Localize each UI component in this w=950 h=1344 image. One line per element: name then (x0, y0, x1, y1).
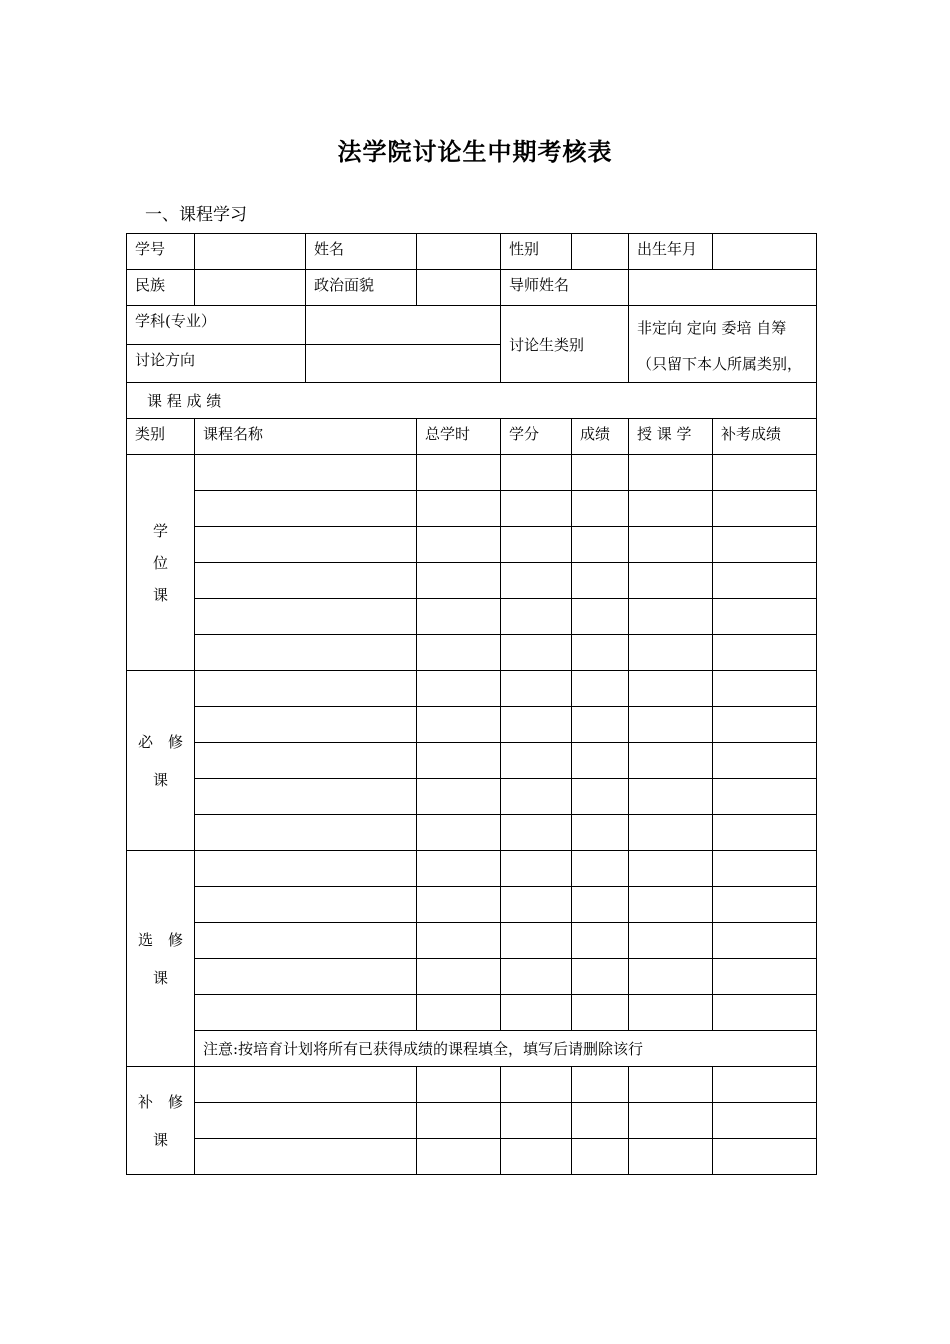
score-cell[interactable] (572, 887, 629, 923)
teacher-cell[interactable] (629, 1103, 713, 1139)
political-status-label: 政治面貌 (306, 270, 417, 306)
credits-cell[interactable] (501, 563, 572, 599)
makeup-cell[interactable] (713, 995, 817, 1031)
teacher-cell[interactable] (629, 671, 713, 707)
category-char: 位 (152, 553, 168, 572)
birth-label: 出生年月 (629, 234, 713, 270)
teacher-cell[interactable] (629, 815, 713, 851)
teacher-cell[interactable] (629, 455, 713, 491)
col-total-hours: 总学时 (417, 419, 501, 455)
teacher-cell[interactable] (629, 635, 713, 671)
score-cell[interactable] (572, 671, 629, 707)
score-cell[interactable] (572, 455, 629, 491)
teacher-cell[interactable] (629, 707, 713, 743)
hours-cell[interactable] (417, 1067, 501, 1103)
makeup-cell[interactable] (713, 491, 817, 527)
teacher-cell[interactable] (629, 563, 713, 599)
section-heading: 一、课程学习 (145, 205, 247, 225)
hours-cell[interactable] (417, 527, 501, 563)
makeup-cell[interactable] (713, 563, 817, 599)
credits-cell[interactable] (501, 707, 572, 743)
score-cell[interactable] (572, 923, 629, 959)
ethnicity-field[interactable] (195, 270, 306, 306)
makeup-cell[interactable] (713, 743, 817, 779)
makeup-cell[interactable] (713, 455, 817, 491)
credits-cell[interactable] (501, 671, 572, 707)
category-elective (127, 851, 195, 1067)
credits-cell[interactable] (501, 527, 572, 563)
category-char: 补 修 (137, 1092, 183, 1111)
teacher-cell[interactable] (629, 1067, 713, 1103)
category-char: 课 (152, 770, 168, 789)
teacher-cell[interactable] (629, 959, 713, 995)
course-name-cell[interactable] (195, 527, 417, 563)
hours-cell[interactable] (417, 1139, 501, 1175)
category-char: 必 修 (137, 732, 183, 751)
category-char: 课 (152, 585, 168, 604)
hours-cell[interactable] (417, 779, 501, 815)
credits-cell[interactable] (501, 959, 572, 995)
col-makeup-score: 补考成绩 (713, 419, 817, 455)
course-name-cell[interactable] (195, 1067, 417, 1103)
col-course-name: 课程名称 (195, 419, 417, 455)
hours-cell[interactable] (417, 815, 501, 851)
teacher-cell[interactable] (629, 743, 713, 779)
assessment-form-table (126, 233, 817, 1175)
score-cell[interactable] (572, 563, 629, 599)
course-name-cell[interactable] (195, 707, 417, 743)
hours-cell[interactable] (417, 635, 501, 671)
score-cell[interactable] (572, 707, 629, 743)
col-score: 成绩 (572, 419, 629, 455)
hours-cell[interactable] (417, 923, 501, 959)
gender-field[interactable] (572, 234, 629, 270)
score-cell[interactable] (572, 1103, 629, 1139)
makeup-cell[interactable] (713, 635, 817, 671)
student-type-note: （只留下本人所属类别， (637, 355, 803, 373)
credits-cell[interactable] (501, 1139, 572, 1175)
course-name-cell[interactable] (195, 563, 417, 599)
course-name-cell[interactable] (195, 995, 417, 1031)
score-cell[interactable] (572, 779, 629, 815)
birth-field[interactable] (713, 234, 817, 270)
score-cell[interactable] (572, 599, 629, 635)
teacher-cell[interactable] (629, 923, 713, 959)
teacher-cell[interactable] (629, 779, 713, 815)
hours-cell[interactable] (417, 995, 501, 1031)
credits-cell[interactable] (501, 923, 572, 959)
makeup-cell[interactable] (713, 671, 817, 707)
credits-cell[interactable] (501, 1067, 572, 1103)
makeup-cell[interactable] (713, 599, 817, 635)
advisor-field[interactable] (629, 270, 817, 306)
category-char: 学 (152, 521, 168, 540)
credits-cell[interactable] (501, 815, 572, 851)
category-required (127, 671, 195, 851)
score-cell[interactable] (572, 1067, 629, 1103)
course-name-cell[interactable] (195, 1103, 417, 1139)
makeup-cell[interactable] (713, 527, 817, 563)
grades-heading: 课 程 成 绩 (127, 383, 817, 419)
discipline-label: 学科(专业） (127, 306, 306, 345)
hours-cell[interactable] (417, 851, 501, 887)
score-cell[interactable] (572, 527, 629, 563)
teacher-cell[interactable] (629, 995, 713, 1031)
makeup-cell[interactable] (713, 1067, 817, 1103)
category-char: 课 (152, 1130, 168, 1149)
course-name-cell[interactable] (195, 851, 417, 887)
makeup-cell[interactable] (713, 923, 817, 959)
hours-cell[interactable] (417, 1103, 501, 1139)
political-status-field[interactable] (417, 270, 501, 306)
hours-cell[interactable] (417, 563, 501, 599)
name-label: 姓名 (306, 234, 417, 270)
credits-cell[interactable] (501, 635, 572, 671)
hours-cell[interactable] (417, 491, 501, 527)
makeup-cell[interactable] (713, 707, 817, 743)
fill-in-note: 注意:按培育计划将所有已获得成绩的课程填全，填写后请删除该行 (195, 1031, 817, 1067)
page-title: 法学院讨论生中期考核表 (337, 137, 613, 166)
category-degree (127, 455, 195, 671)
teacher-cell[interactable] (629, 887, 713, 923)
hours-cell[interactable] (417, 455, 501, 491)
course-name-cell[interactable] (195, 923, 417, 959)
student-type-options[interactable] (629, 306, 817, 383)
category-char: 课 (152, 968, 168, 987)
course-name-cell[interactable] (195, 1139, 417, 1175)
student-id-label: 学号 (127, 234, 195, 270)
research-direction-label: 讨论方向 (127, 344, 306, 383)
ethnicity-label: 民族 (127, 270, 195, 306)
score-cell[interactable] (572, 815, 629, 851)
course-name-cell[interactable] (195, 779, 417, 815)
makeup-cell[interactable] (713, 959, 817, 995)
credits-cell[interactable] (501, 743, 572, 779)
col-teacher: 授 课 学 (629, 419, 713, 455)
student-id-field[interactable] (195, 234, 306, 270)
teacher-cell[interactable] (629, 851, 713, 887)
makeup-cell[interactable] (713, 815, 817, 851)
category-char: 选 修 (137, 930, 183, 949)
course-name-cell[interactable] (195, 635, 417, 671)
course-name-cell[interactable] (195, 599, 417, 635)
course-name-cell[interactable] (195, 491, 417, 527)
course-name-cell[interactable] (195, 887, 417, 923)
teacher-cell[interactable] (629, 527, 713, 563)
student-type-label: 讨论生类别 (501, 306, 629, 383)
course-name-cell[interactable] (195, 671, 417, 707)
credits-cell[interactable] (501, 491, 572, 527)
credits-cell[interactable] (501, 851, 572, 887)
course-name-cell[interactable] (195, 455, 417, 491)
credits-cell[interactable] (501, 779, 572, 815)
score-cell[interactable] (572, 995, 629, 1031)
teacher-cell[interactable] (629, 599, 713, 635)
hours-cell[interactable] (417, 959, 501, 995)
student-type-choices: 非定向 定向 委培 自筹 (637, 319, 787, 337)
advisor-label: 导师姓名 (501, 270, 629, 306)
credits-cell[interactable] (501, 1103, 572, 1139)
research-direction-field[interactable] (306, 344, 501, 383)
category-remedial (127, 1067, 195, 1175)
score-cell[interactable] (572, 1139, 629, 1175)
score-cell[interactable] (572, 959, 629, 995)
score-cell[interactable] (572, 635, 629, 671)
course-name-cell[interactable] (195, 959, 417, 995)
score-cell[interactable] (572, 851, 629, 887)
course-name-cell[interactable] (195, 815, 417, 851)
makeup-cell[interactable] (713, 887, 817, 923)
name-field[interactable] (417, 234, 501, 270)
credits-cell[interactable] (501, 887, 572, 923)
makeup-cell[interactable] (713, 1139, 817, 1175)
col-credits: 学分 (501, 419, 572, 455)
hours-cell[interactable] (417, 887, 501, 923)
makeup-cell[interactable] (713, 851, 817, 887)
gender-label: 性别 (501, 234, 572, 270)
makeup-cell[interactable] (713, 779, 817, 815)
credits-cell[interactable] (501, 455, 572, 491)
score-cell[interactable] (572, 491, 629, 527)
credits-cell[interactable] (501, 995, 572, 1031)
hours-cell[interactable] (417, 671, 501, 707)
teacher-cell[interactable] (629, 1139, 713, 1175)
teacher-cell[interactable] (629, 491, 713, 527)
hours-cell[interactable] (417, 743, 501, 779)
hours-cell[interactable] (417, 599, 501, 635)
col-category: 类别 (127, 419, 195, 455)
hours-cell[interactable] (417, 707, 501, 743)
score-cell[interactable] (572, 743, 629, 779)
discipline-field[interactable] (306, 306, 501, 345)
course-name-cell[interactable] (195, 743, 417, 779)
credits-cell[interactable] (501, 599, 572, 635)
makeup-cell[interactable] (713, 1103, 817, 1139)
